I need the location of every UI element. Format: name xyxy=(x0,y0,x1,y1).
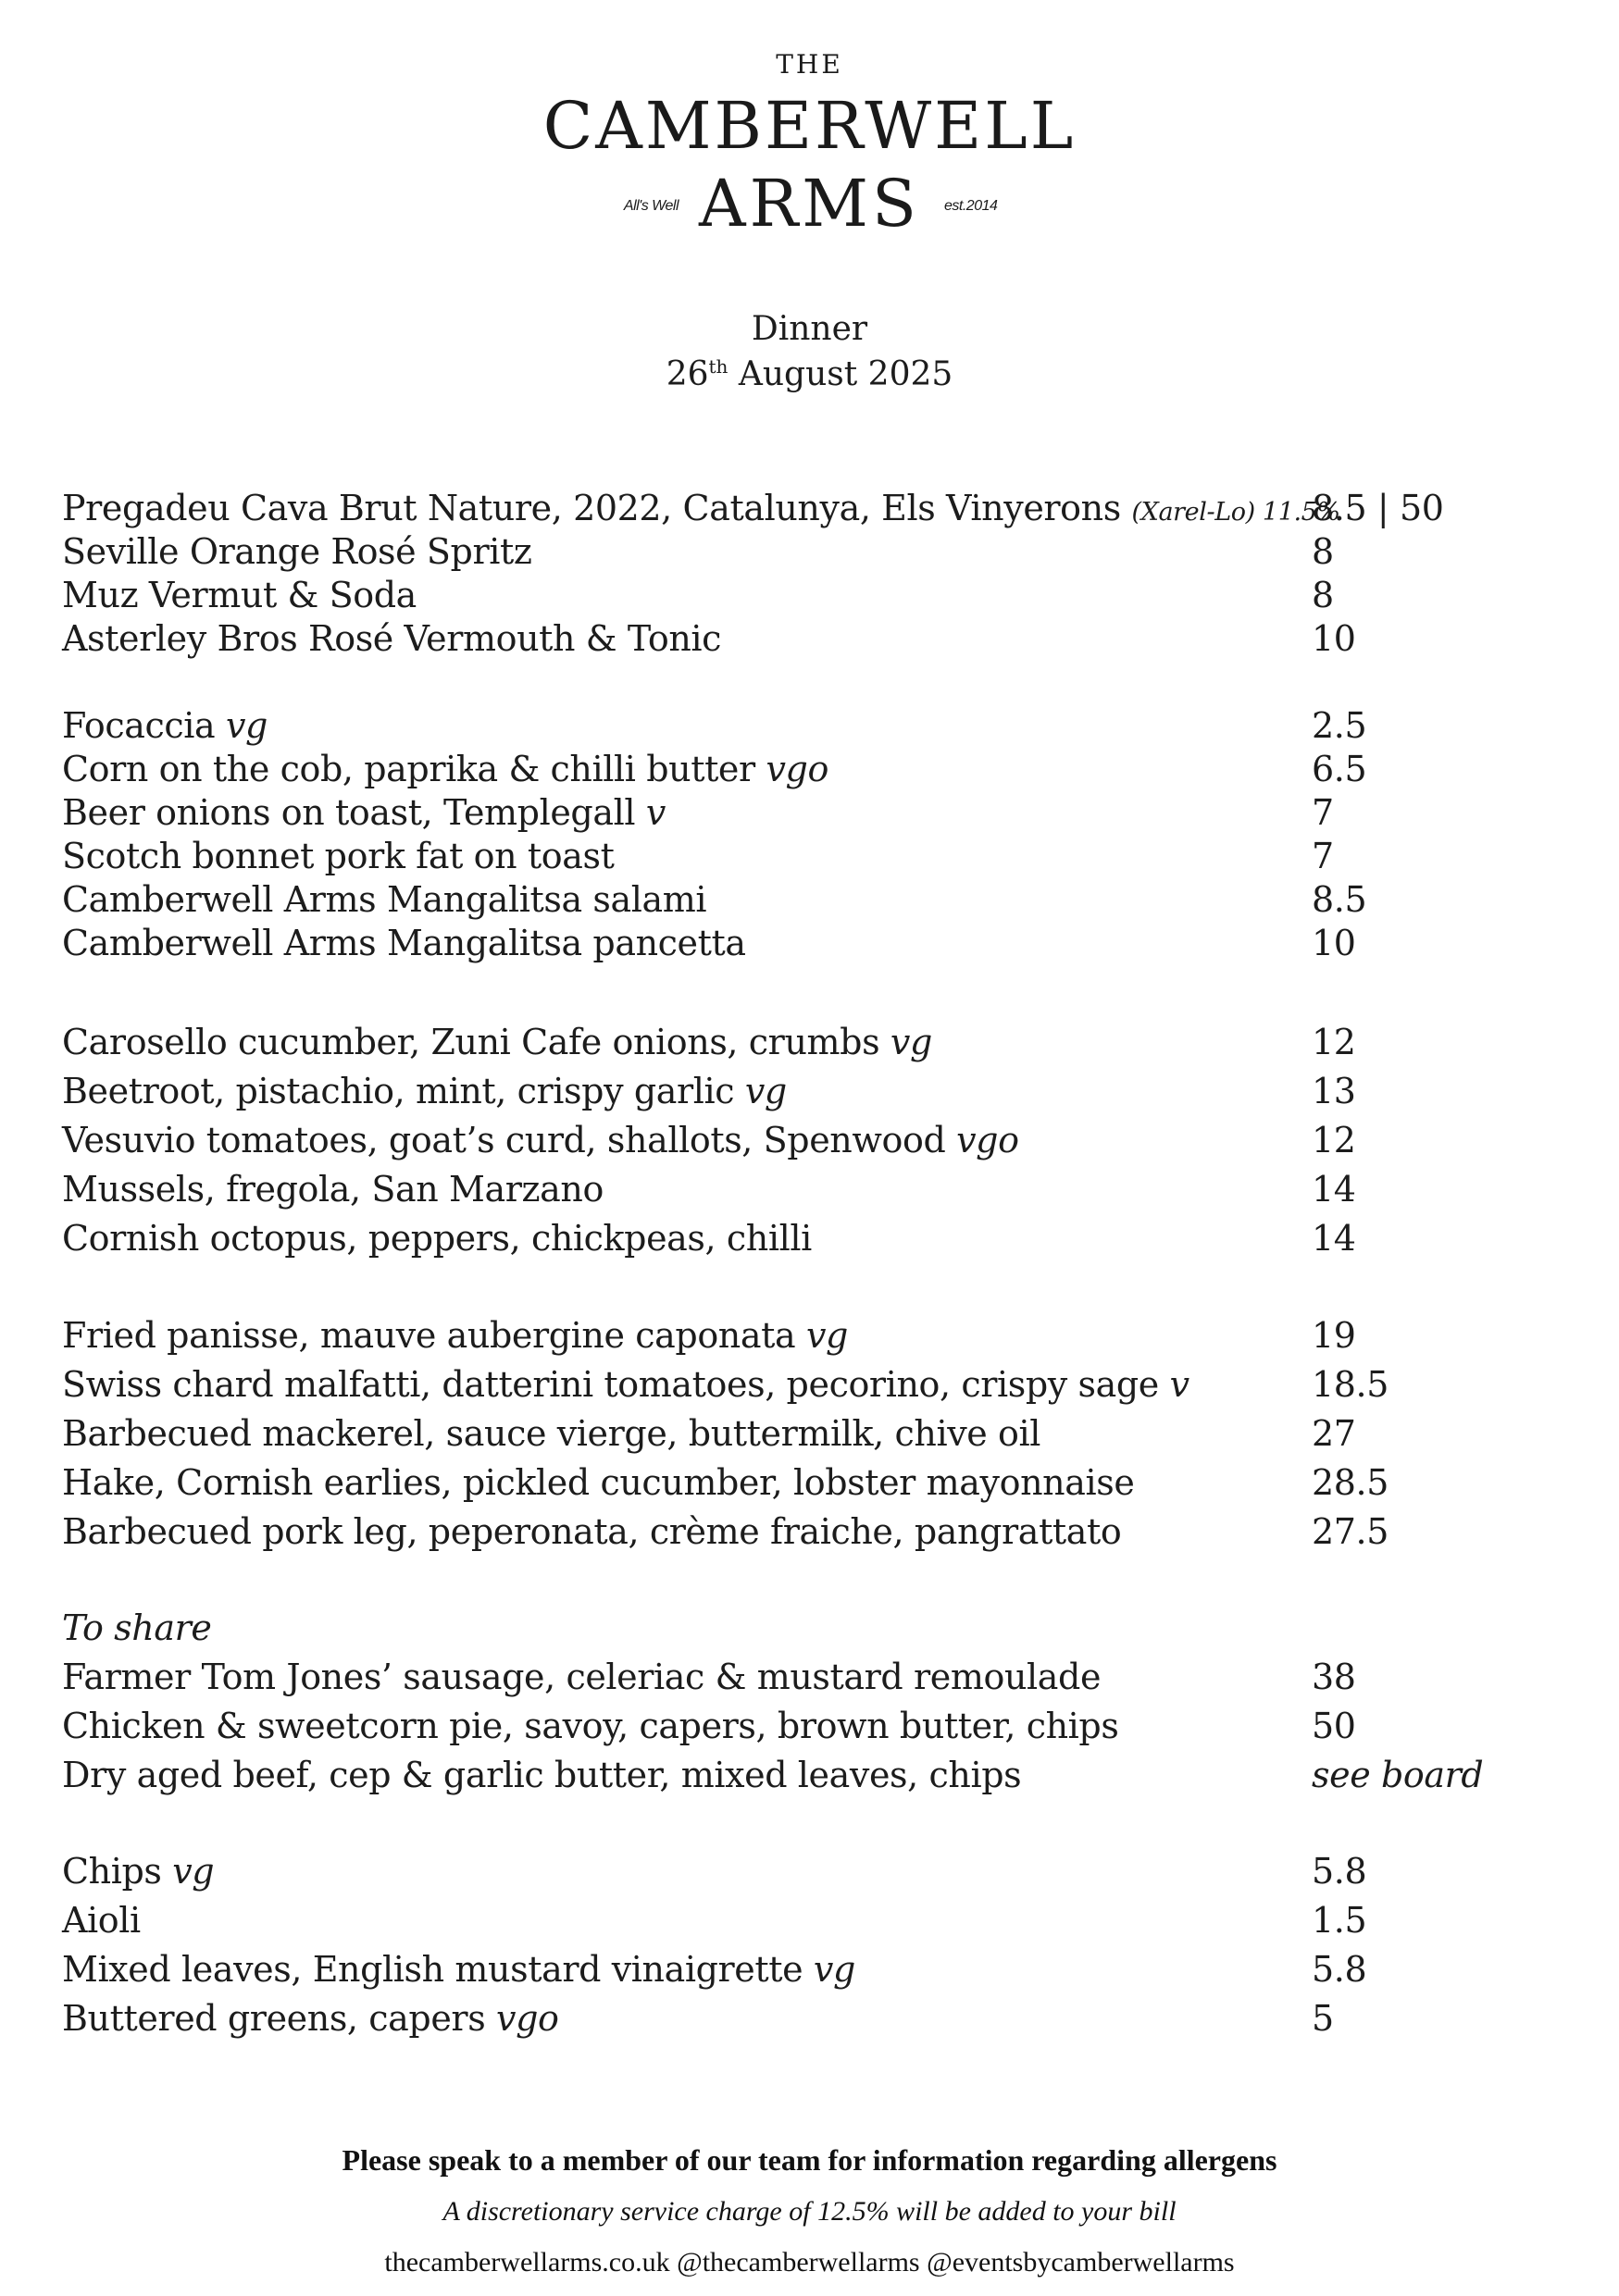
snacks-section xyxy=(62,705,1506,966)
menu-item-name xyxy=(62,1511,1121,1552)
menu-item-price: 5.8 xyxy=(1312,1949,1367,1990)
menu-title: Dinner xyxy=(751,310,868,348)
menu-item-title: Muz Vermut & Soda xyxy=(62,575,417,615)
menu-date-rest: August 2025 xyxy=(738,355,953,393)
menu-item xyxy=(62,1120,1506,1169)
menu-item xyxy=(62,1900,1506,1949)
menu-item-price: 6.5 xyxy=(1312,749,1367,789)
menu-item-name xyxy=(62,1706,1118,1746)
menu-item xyxy=(62,1071,1506,1120)
menu-item-title: Camberwell Arms Mangalitsa pancetta xyxy=(62,923,746,963)
menu-item-name xyxy=(62,749,828,789)
menu-item xyxy=(62,836,1506,879)
menu-item-title: Barbecued mackerel, sauce vierge, buttermilk, chive oil xyxy=(62,1413,1041,1454)
menu-item-price: 27.5 xyxy=(1312,1511,1389,1552)
logo-arms: ARMS xyxy=(699,166,920,242)
menu-item xyxy=(62,879,1506,923)
menu-item-name xyxy=(62,1851,214,1892)
menu-item-price: 8.5 | 50 xyxy=(1312,488,1444,528)
menu-item xyxy=(62,1706,1506,1755)
menu-item-name xyxy=(62,1657,1101,1697)
menu-item xyxy=(62,1462,1506,1511)
dietary-tag: v xyxy=(1169,1364,1189,1405)
social-links: thecamberwellarms.co.uk @thecamberwellarms @eventsbycamberwellarms xyxy=(384,2247,1235,2277)
menu-item-price: 5.8 xyxy=(1312,1851,1367,1892)
menu-item-title: Chips xyxy=(62,1851,162,1892)
logo-established: est.2014 xyxy=(944,198,998,214)
menu-item-name xyxy=(62,705,268,746)
menu-item-price: 8.5 xyxy=(1312,879,1367,920)
menu-item xyxy=(62,1998,1506,2047)
menu-item-name xyxy=(62,923,746,963)
menu-item-price: 8 xyxy=(1312,531,1334,572)
dietary-tag: vg xyxy=(805,1315,848,1356)
menu-item-price: 1.5 xyxy=(1312,1900,1367,1941)
menu-item-title: Focaccia xyxy=(62,705,216,746)
logo-tagline: All's Well xyxy=(623,198,679,214)
dietary-tag: vgo xyxy=(956,1120,1019,1160)
menu-item-price: 10 xyxy=(1312,923,1356,963)
share-items xyxy=(62,1657,1506,1804)
menu-item-title: Mussels, fregola, San Marzano xyxy=(62,1169,604,1210)
share-section xyxy=(62,1607,1506,1804)
menu-item-title: Pregadeu Cava Brut Nature, 2022, Catalunya, Els Vinyerons xyxy=(62,488,1121,528)
menu-item-name xyxy=(62,1315,848,1356)
menu-item xyxy=(62,1851,1506,1900)
menu-item-price: 13 xyxy=(1312,1071,1356,1111)
logo-name: CAMBERWELL xyxy=(542,88,1077,164)
menu-item-name xyxy=(62,1755,1021,1795)
menu-item-title: Cornish octopus, peppers, chickpeas, chilli xyxy=(62,1218,812,1259)
menu-item-title: Aioli xyxy=(62,1900,141,1941)
menu-item-name xyxy=(62,1071,787,1111)
menu-item-price: 8 xyxy=(1312,575,1334,615)
menu-item-name xyxy=(62,1169,604,1210)
menu-item-title: Beetroot, pistachio, mint, crispy garlic xyxy=(62,1071,735,1111)
menu-item-name xyxy=(62,1998,558,2039)
allergen-notice: Please speak to a member of our team for information regarding allergens xyxy=(342,2143,1277,2177)
menu-item-price: see board xyxy=(1312,1755,1484,1795)
menu-item-title: Scotch bonnet pork fat on toast xyxy=(62,836,615,876)
menu-item xyxy=(62,1755,1506,1804)
menu-item-price: 38 xyxy=(1312,1657,1356,1697)
menu-item-price: 12 xyxy=(1312,1022,1356,1062)
menu-item-name xyxy=(62,1413,1040,1454)
menu-item xyxy=(62,1657,1506,1706)
menu-item-title: Corn on the cob, paprika & chilli butter xyxy=(62,749,755,789)
menu-item xyxy=(62,1218,1506,1267)
menu-item xyxy=(62,1315,1506,1364)
menu-item-price: 28.5 xyxy=(1312,1462,1389,1503)
menu-item-name xyxy=(62,1022,932,1062)
menu-item xyxy=(62,1169,1506,1218)
menu-item-title: Beer onions on toast, Templegall xyxy=(62,792,636,833)
menu-item xyxy=(62,618,1506,662)
dietary-tag: vgo xyxy=(496,1998,559,2039)
menu-item xyxy=(62,1022,1506,1071)
menu-item xyxy=(62,575,1506,618)
service-charge-notice: A discretionary service charge of 12.5% will be added to your bill xyxy=(442,2196,1177,2227)
menu-item-title: Swiss chard malfatti, datterini tomatoes, pecorino, crispy sage xyxy=(62,1364,1159,1405)
dietary-tag: vg xyxy=(813,1949,855,1990)
starters-section xyxy=(62,1022,1506,1267)
menu-item-title: Mixed leaves, English mustard vinaigrette xyxy=(62,1949,803,1990)
menu-item-title: Carosello cucumber, Zuni Cafe onions, crumbs xyxy=(62,1022,880,1062)
menu-item-title: Buttered greens, capers xyxy=(62,1998,486,2039)
logo-row xyxy=(0,165,1619,242)
mains-section xyxy=(62,1315,1506,1560)
menu-item-name xyxy=(62,1364,1189,1405)
menu-item-price: 7 xyxy=(1312,792,1334,833)
sides-section xyxy=(62,1851,1506,2047)
menu-item-name xyxy=(62,1900,141,1941)
menu-item xyxy=(62,749,1506,792)
menu-item-title: Hake, Cornish earlies, pickled cucumber, lobster mayonnaise xyxy=(62,1462,1135,1503)
menu-item xyxy=(62,531,1506,575)
menu-item-price: 27 xyxy=(1312,1413,1356,1454)
dietary-tag: vg xyxy=(172,1851,215,1892)
logo xyxy=(0,48,1619,242)
menu-item-name xyxy=(62,1949,855,1990)
menu-item-price: 5 xyxy=(1312,1998,1334,2039)
menu-item-price: 7 xyxy=(1312,836,1334,876)
menu-item-price: 14 xyxy=(1312,1218,1356,1259)
menu-date-day: 26 xyxy=(666,355,709,393)
menu-item-name xyxy=(62,792,666,833)
menu-date xyxy=(0,353,1619,397)
dietary-tag: v xyxy=(645,792,666,833)
menu-item-title: Farmer Tom Jones’ sausage, celeriac & mustard remoulade xyxy=(62,1657,1102,1697)
menu-item-name xyxy=(62,575,417,615)
menu-item-name xyxy=(62,618,721,659)
menu-item-price: 18.5 xyxy=(1312,1364,1389,1405)
menu-item-title: Barbecued pork leg, peperonata, crème fraiche, pangrattato xyxy=(62,1511,1122,1552)
menu-date-suffix: th xyxy=(708,355,729,378)
menu-item-name xyxy=(62,1120,1019,1160)
menu-item xyxy=(62,1413,1506,1462)
menu-item xyxy=(62,792,1506,836)
menu-item-title: Vesuvio tomatoes, goat’s curd, shallots, Spenwood xyxy=(62,1120,946,1160)
menu-item-name xyxy=(62,879,706,920)
menu-item xyxy=(62,705,1506,749)
menu-item xyxy=(62,1364,1506,1413)
menu-item xyxy=(62,1511,1506,1560)
menu-item-name xyxy=(62,1218,812,1259)
menu-item-price: 10 xyxy=(1312,618,1356,659)
menu-item-title: Camberwell Arms Mangalitsa salami xyxy=(62,879,707,920)
logo-the: THE xyxy=(776,49,843,80)
menu-item-title: Dry aged beef, cep & garlic butter, mixed leaves, chips xyxy=(62,1755,1022,1795)
wine-note: (Xarel-Lo) 11.5% xyxy=(1131,498,1340,527)
menu-item-name xyxy=(62,1462,1134,1503)
menu-item-title: Asterley Bros Rosé Vermouth & Tonic xyxy=(62,618,722,659)
menu-item xyxy=(62,923,1506,966)
dietary-tag: vg xyxy=(890,1022,932,1062)
share-heading: To share xyxy=(62,1607,212,1648)
menu-item-title: Chicken & sweetcorn pie, savoy, capers, brown butter, chips xyxy=(62,1706,1119,1746)
menu-item-price: 12 xyxy=(1312,1120,1356,1160)
menu-item xyxy=(62,488,1506,531)
menu-item-title: Seville Orange Rosé Spritz xyxy=(62,531,532,572)
drinks-section xyxy=(62,488,1506,662)
menu-item-name xyxy=(62,531,531,572)
dietary-tag: vg xyxy=(225,705,268,746)
menu-item-price: 19 xyxy=(1312,1315,1356,1356)
dietary-tag: vgo xyxy=(766,749,828,789)
menu-item-name xyxy=(62,488,1340,528)
menu-item-name xyxy=(62,836,614,876)
menu-item-price: 2.5 xyxy=(1312,705,1367,746)
menu-item xyxy=(62,1949,1506,1998)
menu-item-title: Fried panisse, mauve aubergine caponata xyxy=(62,1315,796,1356)
dietary-tag: vg xyxy=(744,1071,787,1111)
menu-item-price: 14 xyxy=(1312,1169,1356,1210)
menu-item-price: 50 xyxy=(1312,1706,1356,1746)
